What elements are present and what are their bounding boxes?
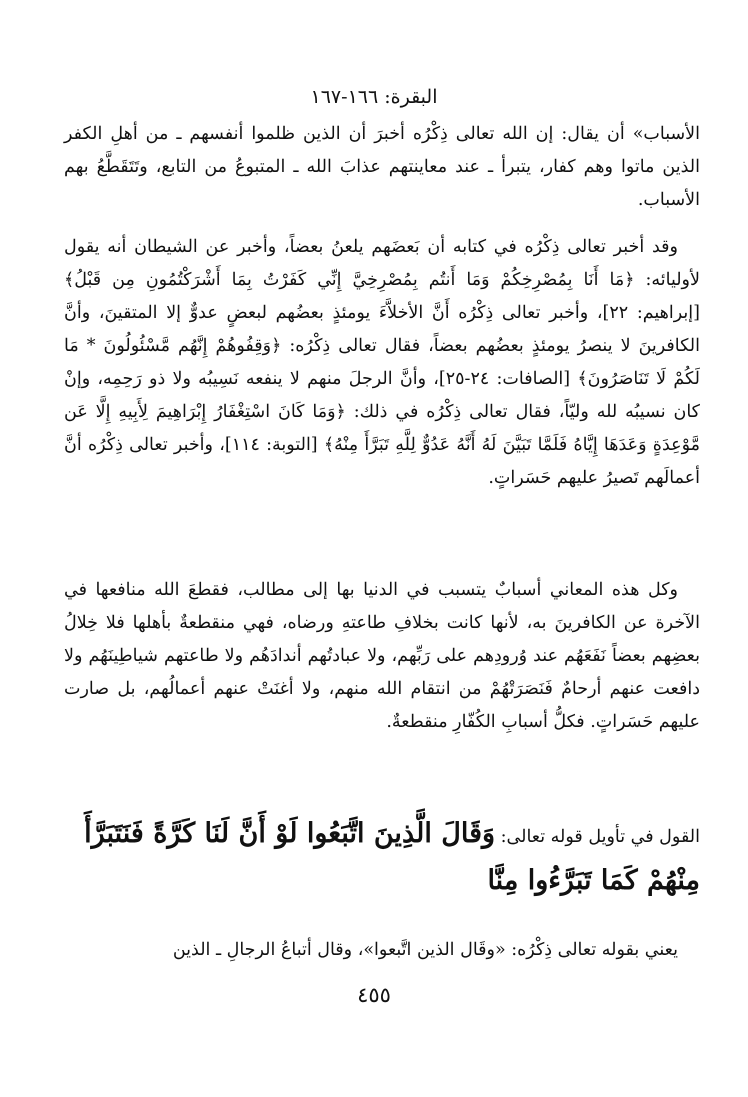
page-number: ٤٥٥	[357, 983, 391, 1007]
paragraph-4-text: يعني بقوله تعالى ذِكْرُه: «وقَال الذين اتَّبعوا»، وقال أتباعُ الرجالِ ـ الذين	[172, 940, 678, 960]
running-title: البقرة: ١٦٦-١٦٧	[310, 86, 438, 108]
paragraph-1-text: الأسباب» أن يقال: إن الله تعالى ذِكْرُه أخبرَ أن الذين ظلموا أنفسهم ـ من أهلِ الكفر الذين ماتوا وهم كفار، يتبرأ ـ عند معاينتهم عذابَ الله ـ المتبوعُ من التابع، وتَتَقَطَّعُ بهم الأسباب.	[64, 124, 700, 210]
verse-intro: القول في تأويل قوله تعالى:	[500, 827, 700, 847]
paragraph-3-text: وكل هذه المعاني أسبابٌ يتسبب في الدنيا بها إلى مطالب، فقطعَ الله منافعها في الآخرة عن الكافرينَ به، لأنها كانت بخلافِ طاعتهِ ورضاه، فهي منقطعةٌ بأهلها فلا خِلالُ بعضِهم بعضاً نَفَعَهُم عند وُرودِهم على رَبِّهم، ولا عبادتُهم أندادَهُم ولا طاعتهم شياطِينَهُم ولا دافعت عنهم أرحامٌ فَنَصَرَتْهُمْ من انتقام الله منهم، ولا أغنَتْ عنهم أعمالُهم، بل صارت عليهم حَسَراتٍ. فكلُّ أسبابِ الكُفّارِ منقطعةٌ.	[64, 580, 701, 732]
paragraph-2-text: وقد أخبر تعالى ذِكْرُه في كتابه أن بَعضَهم يلعنُ بعضاً، وأخبر عن الشيطان أنه يقول لأوليائه: ﴿مَا أَنَا بِمُصْرِخِكُمْ وَمَا أَنتُم بِمُصْرِخِيَّ إِنِّي كَفَرْتُ بِمَا أَشْرَكْتُمُونِ مِن قَبْلُ﴾ [إبراهيم: ٢٢]، وأخبر تعالى ذِكْرُه أَنَّ الأخلاَّءَ يومئذٍ بعضُهم لبعضٍ عدوٌّ إلا المتقينَ، وأنَّ الكافرينَ لا ينصرُ يومئذٍ بعضُهم بعضاً، فقال تعالى ذِكْرُه: ﴿وَقِفُوهُمْ إِنَّهُم مَّسْئُولُونَ * مَا لَكُمْ لَا تَنَاصَرُونَ﴾ [الصافات: ٢٤-٢٥]، وأنَّ الرجلَ منهم لا ينفعه نَسِيبُه ولا ذو رَحِمِه، وإنْ كان نسيبُه لله وليّاً، فقال تعالى ذِكْرُه في ذلك: ﴿وَمَا كَانَ اسْتِغْفَارُ إِبْرَاهِيمَ لِأَبِيهِ إِلَّا عَن مَّوْعِدَةٍ وَعَدَهَا إِيَّاهُ فَلَمَّا تَبَيَّنَ لَهُ أَنَّهُ عَدُوٌّ لِلَّهِ تَبَرَّأَ مِنْهُ﴾ [التوبة: ١١٤]، وأخبر تعالى ذِكْرُه أنَّ أعمالَهم تَصيرُ عليهم حَسَراتٍ.	[64, 237, 700, 488]
paragraph-1	[64, 118, 700, 217]
quran-verse: وَقَالَ الَّذِينَ اتَّبَعُوا لَوْ أَنَّ لَنَا كَرَّةً فَنَتَبَرَّأَ مِنْهُمْ كَمَا تَبَرَّءُوا مِنَّا	[84, 818, 700, 896]
paragraph-4	[64, 934, 700, 967]
paragraph-2	[64, 231, 700, 495]
verse-heading	[64, 812, 700, 906]
paragraph-3	[64, 574, 700, 739]
